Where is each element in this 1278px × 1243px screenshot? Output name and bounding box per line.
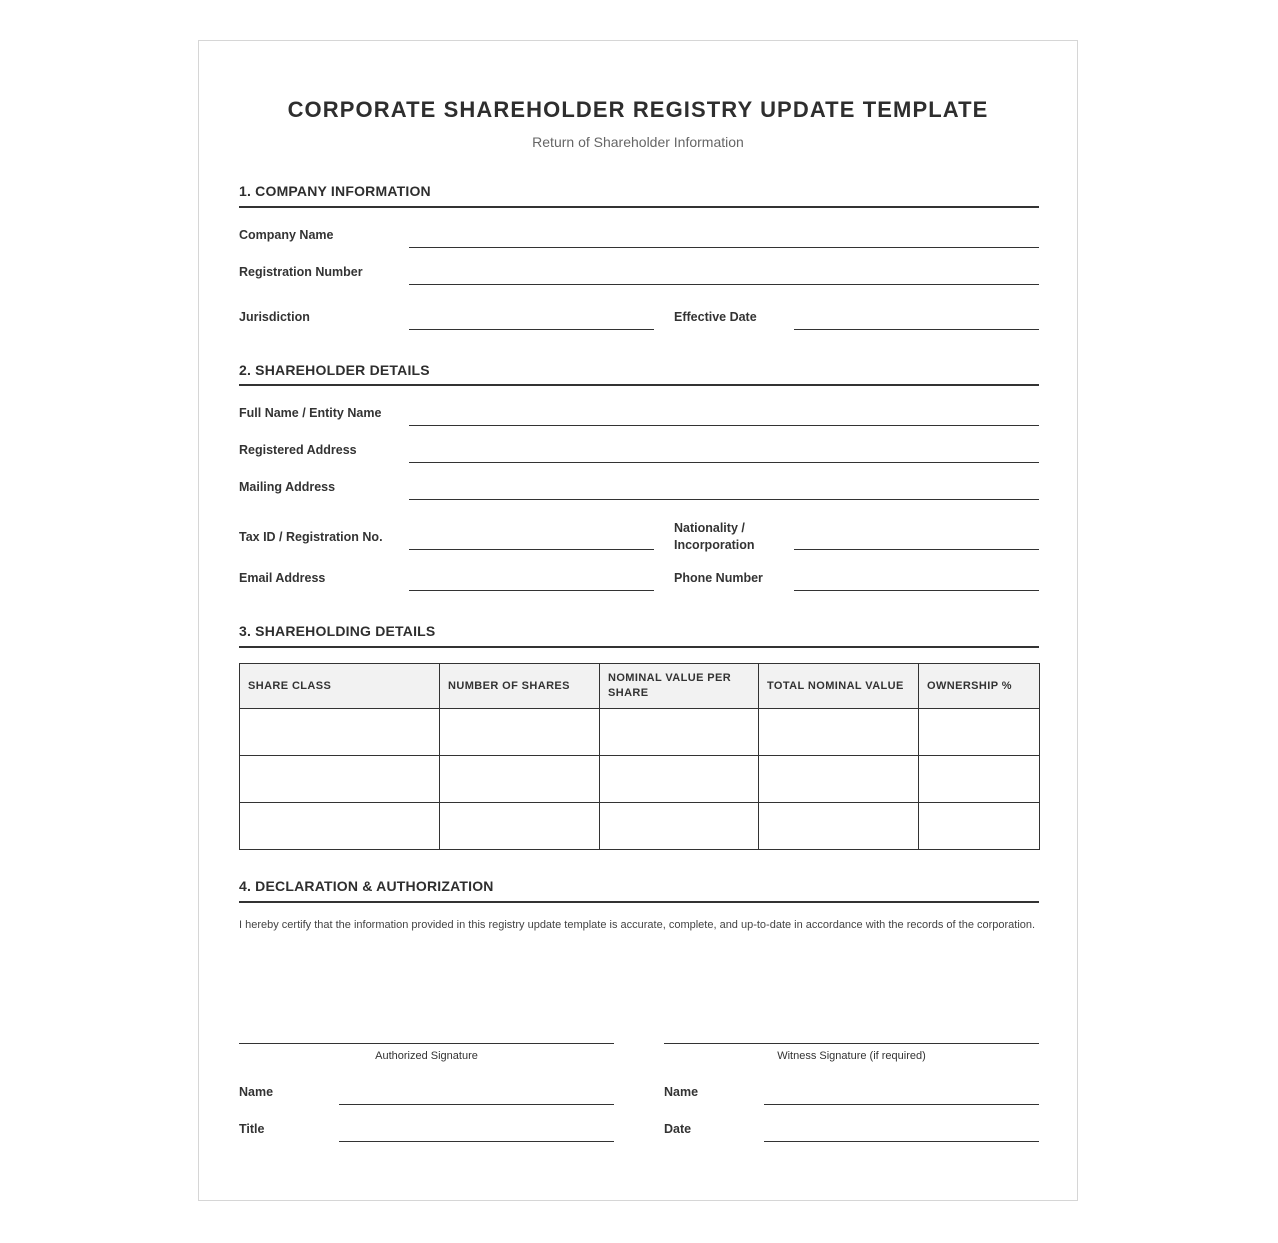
document-page xyxy=(198,40,1078,1201)
table-row xyxy=(240,803,1040,850)
section-divider xyxy=(239,901,1039,903)
table-cell[interactable] xyxy=(759,709,919,756)
table-cell[interactable] xyxy=(440,709,600,756)
registered-address-field[interactable] xyxy=(409,462,1039,463)
tax-id-field[interactable] xyxy=(409,549,654,550)
section-title-shareholder: 2. SHAREHOLDER DETAILS xyxy=(239,362,430,378)
witness-signature-line[interactable] xyxy=(664,1043,1039,1044)
email-label: Email Address xyxy=(239,571,326,585)
section-title-declaration: 4. DECLARATION & AUTHORIZATION xyxy=(239,878,494,894)
mailing-address-field[interactable] xyxy=(409,499,1039,500)
column-header: NUMBER OF SHARES xyxy=(440,664,600,709)
full-name-field[interactable] xyxy=(409,425,1039,426)
witness-name-field[interactable] xyxy=(764,1104,1039,1105)
witness-date-field[interactable] xyxy=(764,1141,1039,1142)
section-title-company: 1. COMPANY INFORMATION xyxy=(239,183,431,199)
table-cell[interactable] xyxy=(440,803,600,850)
section-divider xyxy=(239,206,1039,208)
phone-field[interactable] xyxy=(794,590,1039,591)
column-header: SHARE CLASS xyxy=(240,664,440,709)
table-cell[interactable] xyxy=(600,803,759,850)
column-header: NOMINAL VALUE PER SHARE xyxy=(600,664,759,709)
document-subtitle: Return of Shareholder Information xyxy=(532,134,744,150)
witness-signature-caption: Witness Signature (if required) xyxy=(777,1050,926,1062)
company-name-label: Company Name xyxy=(239,228,334,242)
table-cell[interactable] xyxy=(919,709,1040,756)
witness-name-label: Name xyxy=(664,1085,699,1099)
full-name-label: Full Name / Entity Name xyxy=(239,406,382,420)
table-cell[interactable] xyxy=(759,756,919,803)
table-cell[interactable] xyxy=(240,803,440,850)
registration-number-label: Registration Number xyxy=(239,265,363,279)
table-row xyxy=(240,756,1040,803)
column-header: OWNERSHIP % xyxy=(919,664,1040,709)
table-cell[interactable] xyxy=(240,709,440,756)
registration-number-field[interactable] xyxy=(409,284,1039,285)
registered-address-label: Registered Address xyxy=(239,443,357,457)
jurisdiction-label: Jurisdiction xyxy=(239,310,310,324)
witness-date-label: Date xyxy=(664,1122,692,1136)
table-cell[interactable] xyxy=(759,803,919,850)
signer-name-field[interactable] xyxy=(339,1104,614,1105)
tax-id-label: Tax ID / Registration No. xyxy=(239,530,383,544)
company-name-field[interactable] xyxy=(409,247,1039,248)
section-title-shareholding: 3. SHAREHOLDING DETAILS xyxy=(239,623,436,639)
declaration-text: I hereby certify that the information provided in this registry update template is accurate, complete, and up-to-date in accordance with the records of the corporation. xyxy=(239,919,1036,931)
authorized-signature-line[interactable] xyxy=(239,1043,614,1044)
table-cell[interactable] xyxy=(919,756,1040,803)
table-cell[interactable] xyxy=(600,709,759,756)
authorized-signature-caption: Authorized Signature xyxy=(375,1050,478,1062)
nationality-label: Nationality / Incorporation xyxy=(674,521,755,552)
signer-title-field[interactable] xyxy=(339,1141,614,1142)
document-title: CORPORATE SHAREHOLDER REGISTRY UPDATE TEMPLATE xyxy=(287,97,989,122)
mailing-address-label: Mailing Address xyxy=(239,480,336,494)
table-row xyxy=(240,709,1040,756)
effective-date-label: Effective Date xyxy=(674,310,757,324)
section-divider xyxy=(239,384,1039,386)
signer-title-label: Title xyxy=(239,1122,265,1136)
section-divider xyxy=(239,646,1039,648)
phone-label: Phone Number xyxy=(674,571,763,585)
shareholding-table xyxy=(239,663,1040,850)
effective-date-field[interactable] xyxy=(794,329,1039,330)
email-field[interactable] xyxy=(409,590,654,591)
nationality-field[interactable] xyxy=(794,549,1039,550)
jurisdiction-field[interactable] xyxy=(409,329,654,330)
column-header: TOTAL NOMINAL VALUE xyxy=(759,664,919,709)
table-header-row xyxy=(240,664,1040,709)
signer-name-label: Name xyxy=(239,1085,274,1099)
table-cell[interactable] xyxy=(240,756,440,803)
table-cell[interactable] xyxy=(440,756,600,803)
table-cell[interactable] xyxy=(919,803,1040,850)
table-cell[interactable] xyxy=(600,756,759,803)
